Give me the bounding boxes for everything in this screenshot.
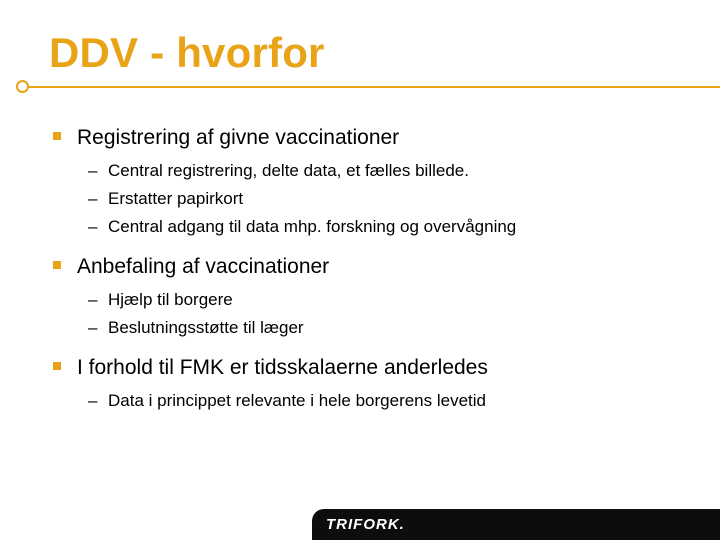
sub-item [52, 286, 692, 314]
square-bullet-icon [53, 362, 61, 370]
sub-item-text: Central adgang til data mhp. forskning og overvågning [108, 217, 517, 236]
sub-list-registrering [52, 157, 692, 241]
sub-item-text: Data i princippet relevante i hele borgerens levetid [108, 391, 487, 410]
divider-circle-icon [16, 80, 29, 93]
footer-bar [312, 509, 720, 540]
bullet-fmk [52, 352, 692, 384]
sub-item [52, 185, 692, 213]
sub-item [52, 157, 692, 185]
sub-item-text: Central registrering, delte data, et fælles billede. [108, 161, 469, 180]
square-bullet-icon [53, 132, 61, 140]
bullet-registrering [52, 122, 692, 154]
bullet-text: Registrering af givne vaccinationer [77, 126, 400, 149]
dash-marker: – [88, 161, 98, 180]
slide-title: DDV - hvorfor [49, 29, 325, 76]
dash-marker: – [88, 217, 98, 236]
sub-list-fmk [52, 387, 692, 415]
slide-content [52, 122, 692, 425]
bullet-text: I forhold til FMK er tidsskalaerne anderledes [77, 356, 488, 379]
square-bullet-icon [53, 261, 61, 269]
title-divider [23, 86, 720, 88]
sub-item [52, 213, 692, 241]
trifork-logo: TRIFORK. [326, 516, 405, 533]
dash-marker: – [88, 318, 98, 337]
sub-item-text: Erstatter papirkort [108, 189, 244, 208]
sub-list-anbefaling [52, 286, 692, 342]
dash-marker: – [88, 189, 98, 208]
dash-marker: – [88, 391, 98, 410]
bullet-text: Anbefaling af vaccinationer [77, 255, 330, 278]
sub-item [52, 314, 692, 342]
dash-marker: – [88, 290, 98, 309]
sub-item-text: Beslutningsstøtte til læger [108, 318, 304, 337]
bullet-anbefaling [52, 251, 692, 283]
sub-item-text: Hjælp til borgere [108, 290, 233, 309]
sub-item [52, 387, 692, 415]
